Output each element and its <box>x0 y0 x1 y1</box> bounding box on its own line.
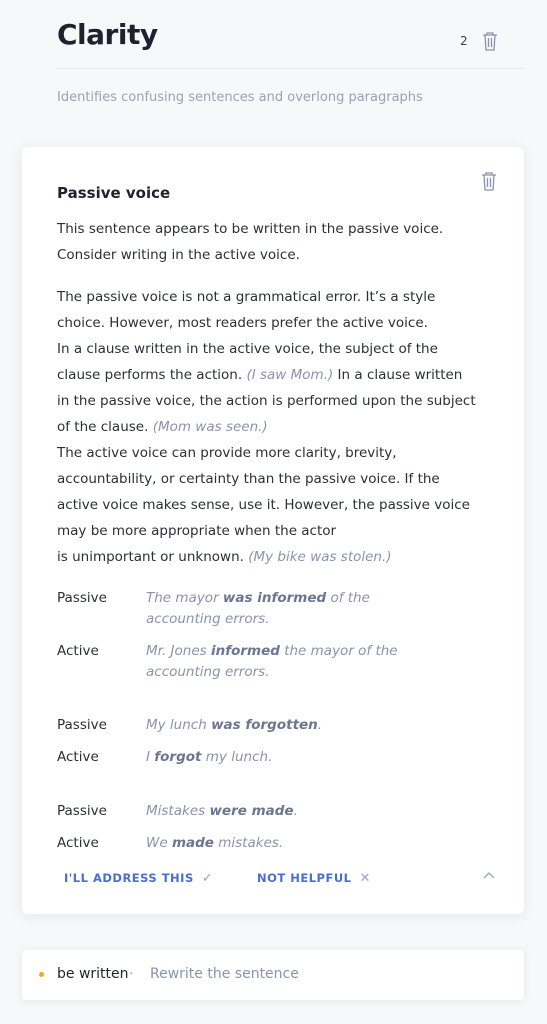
explanation-text: In a clause written in the active voice, the subject of the clause performs the action. <box>57 341 438 383</box>
trash-icon[interactable] <box>481 30 499 52</box>
example-sentence: I forgot my lunch. <box>146 749 273 765</box>
example-text: (I saw Mom.) <box>246 367 334 383</box>
card-actions <box>64 871 504 891</box>
check-icon: ✓ <box>201 871 214 886</box>
not-helpful-button[interactable] <box>257 871 371 886</box>
example-label: Active <box>57 835 99 851</box>
example-sentence: Mistakes were made. <box>146 803 298 819</box>
explanation-text: The passive voice is not a grammatical error. It’s a style choice. However, most readers prefer the active voice. <box>57 289 436 331</box>
page-title: Clarity <box>57 18 158 51</box>
example-text: (Mom was seen.) <box>152 419 268 435</box>
address-button[interactable] <box>64 871 213 886</box>
example-label: Passive <box>57 717 107 733</box>
example-label: Active <box>57 643 99 659</box>
explanation-text: In a clause written in the passive voice, the action is performed upon the subject of the clause. <box>57 367 476 435</box>
page-subtitle: Identifies confusing sentences and overlong paragraphs <box>57 90 423 105</box>
card-explanation <box>57 284 477 570</box>
example-label: Passive <box>57 803 107 819</box>
suggestion-text: Rewrite the sentence <box>150 966 299 982</box>
address-button-label: I'LL ADDRESS THIS <box>64 871 194 885</box>
example-sentence: We made mistakes. <box>146 835 284 851</box>
explanation-text: is unimportant or unknown. <box>57 549 244 565</box>
explanation-text: The active voice can provide more clarity, brevity, accountability, or certainty than the passive voice. If the active voice makes sense, use it. However, the passive voice may be more appropriate when the actor <box>57 445 470 539</box>
card-title: Passive voice <box>57 184 171 202</box>
trash-icon[interactable] <box>480 170 498 192</box>
suggestion-card <box>22 147 524 914</box>
flagged-text: be written <box>57 966 129 982</box>
example-sentence: My lunch was forgotten. <box>146 717 323 733</box>
close-icon: ✕ <box>359 871 371 886</box>
example-label: Passive <box>57 590 107 606</box>
not-helpful-button-label: NOT HELPFUL <box>257 871 352 885</box>
status-dot <box>39 972 44 977</box>
example-sentence: Mr. Jones informed the mayor of the accounting errors. <box>146 643 398 680</box>
header <box>57 0 524 69</box>
example-sentence: The mayor was informed of the accounting errors. <box>146 590 370 627</box>
chevron-up-icon[interactable] <box>482 869 496 883</box>
issue-count: 2 <box>460 34 468 48</box>
card-intro: This sentence appears to be written in the passive voice. Consider writing in the active voice. <box>57 221 444 263</box>
separator: · <box>129 966 134 982</box>
example-label: Active <box>57 749 99 765</box>
example-text: (My bike was stolen.) <box>248 549 392 565</box>
collapsed-suggestion[interactable] <box>22 950 524 1000</box>
